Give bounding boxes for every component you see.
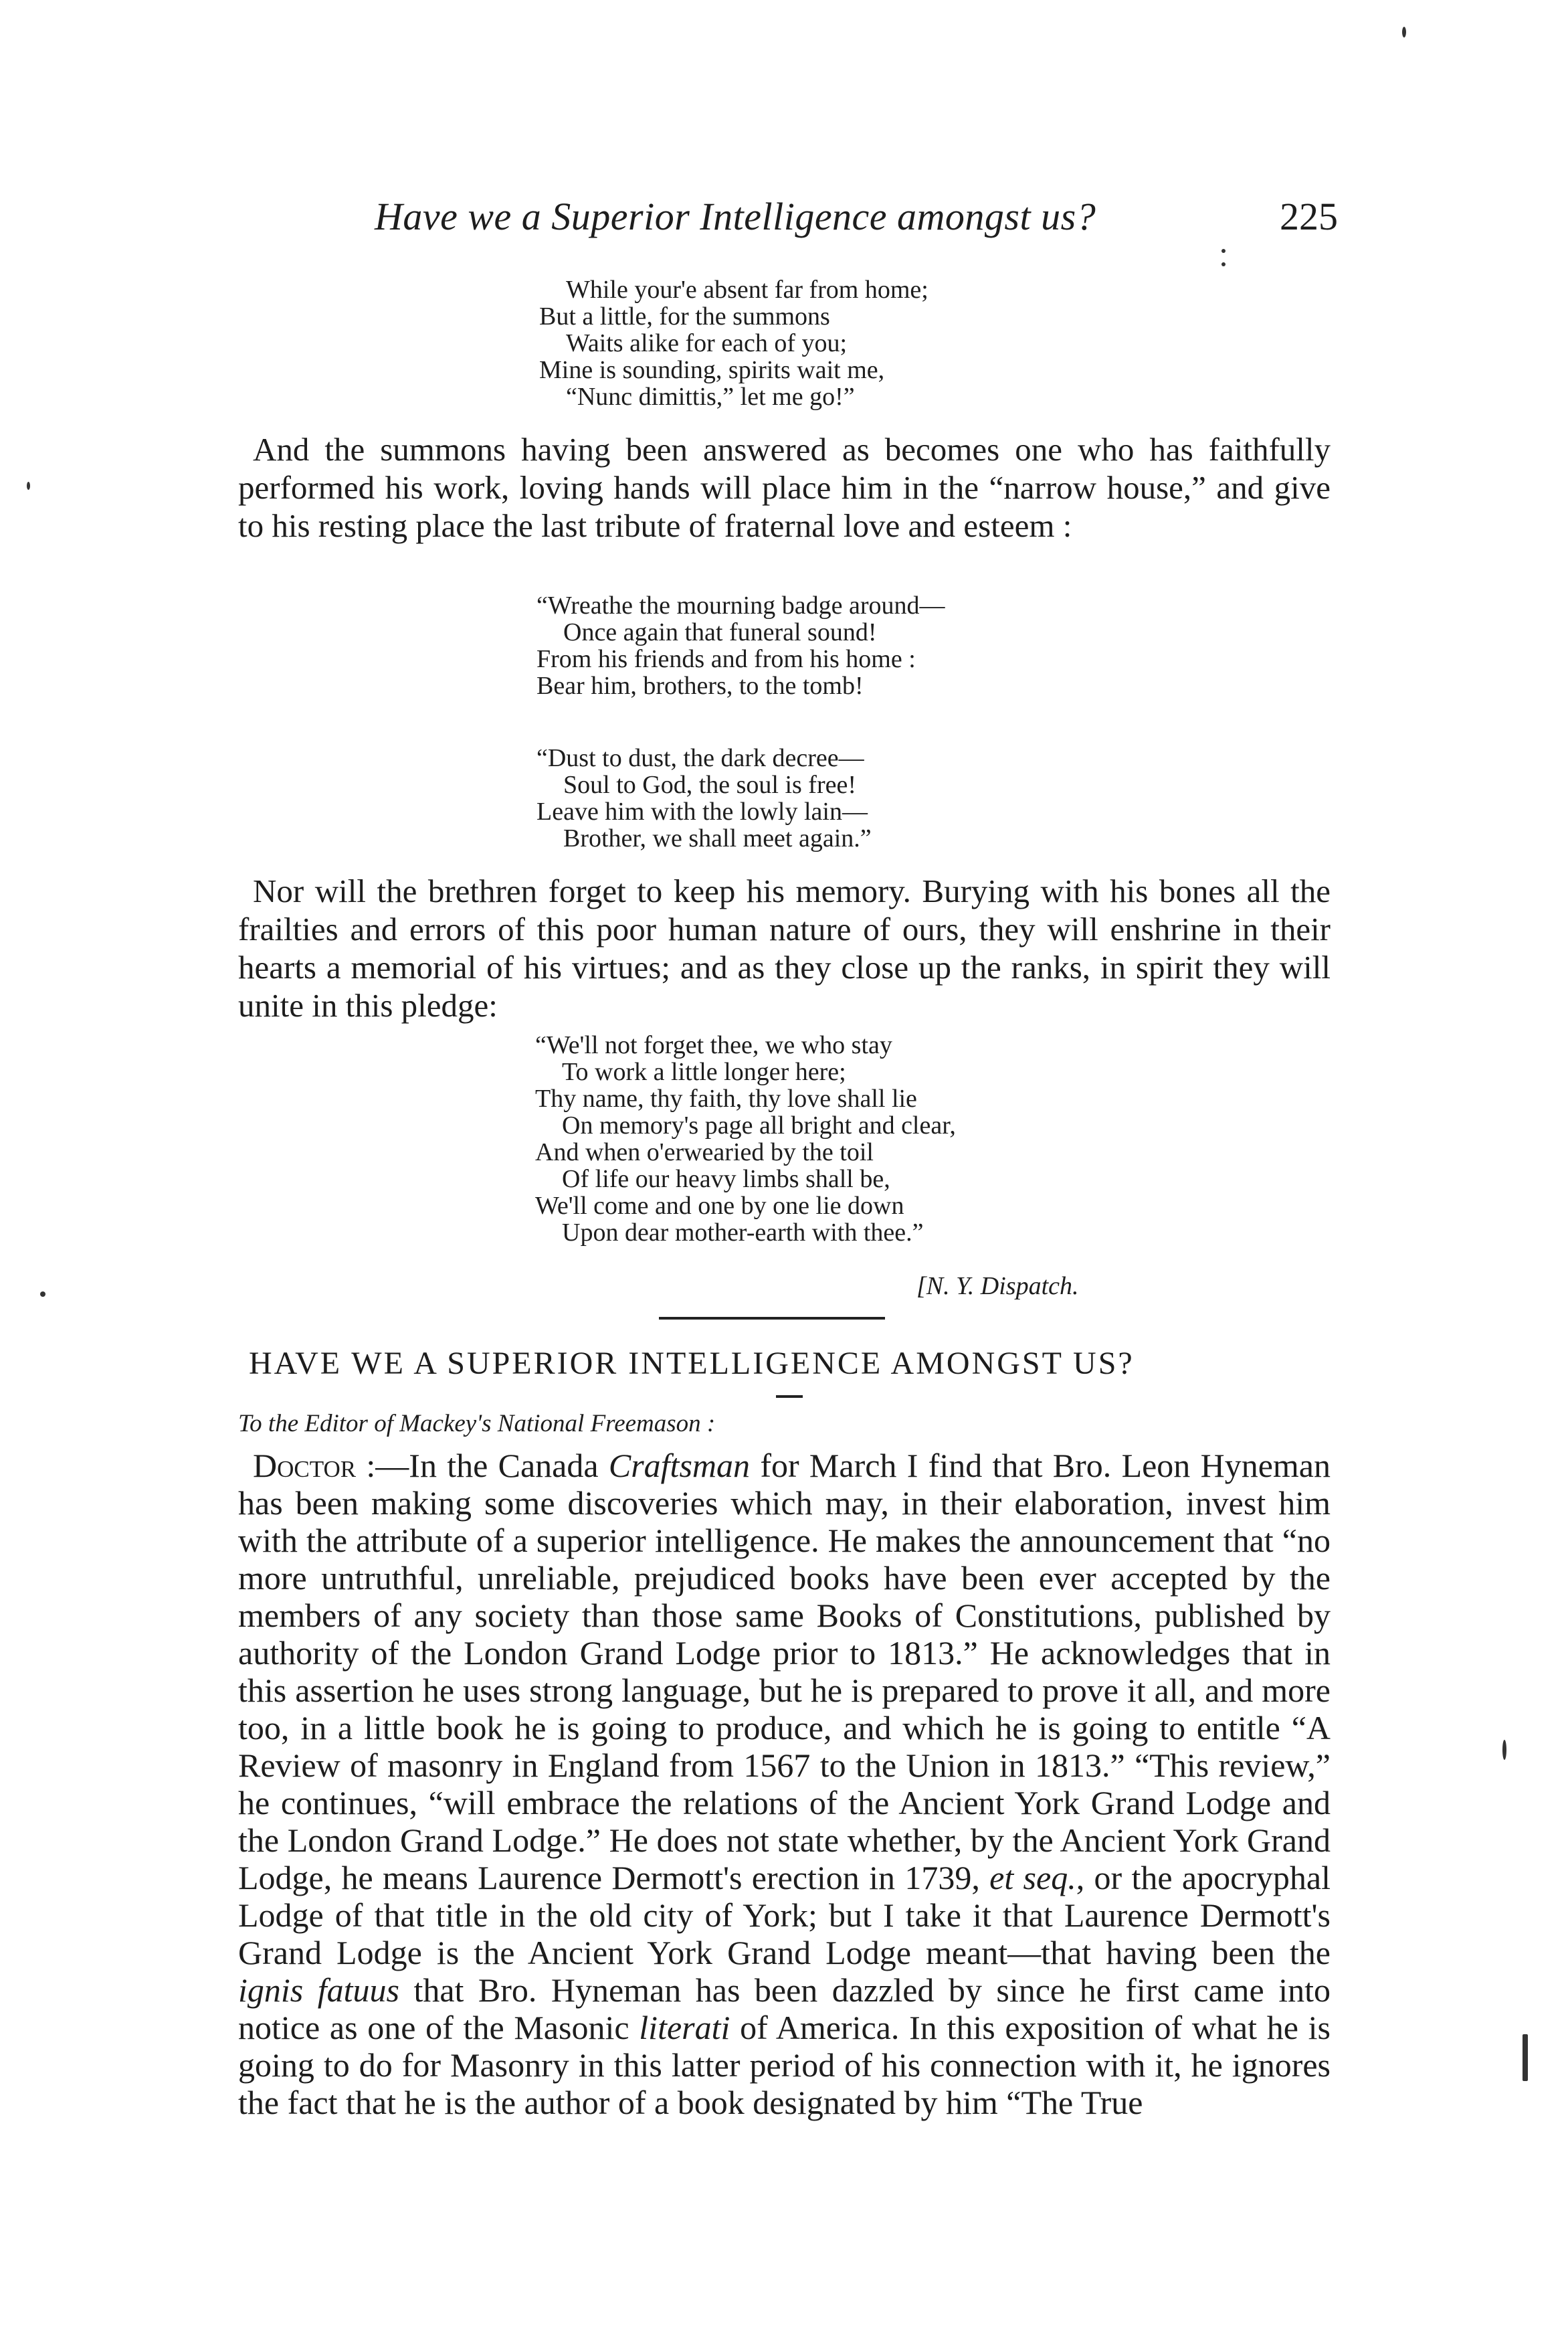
poem-line: Bear him, brothers, to the tomb! — [536, 672, 864, 700]
poem-fragment-1 — [539, 276, 928, 410]
page-number: 225 — [1280, 195, 1338, 238]
poem-line: To work a little longer here; — [562, 1058, 846, 1086]
print-speck — [1221, 249, 1226, 253]
print-speck — [1221, 262, 1226, 266]
print-speck — [40, 1291, 45, 1297]
print-speck — [1402, 27, 1406, 37]
poem-line: Leave him with the lowly lain— — [536, 798, 868, 826]
poem-line: But a little, for the summons — [539, 302, 830, 331]
poem-line: “Dust to dust, the dark decree— — [536, 744, 864, 772]
letter-body — [238, 1447, 1331, 2223]
poem-dust — [536, 745, 872, 852]
poem-wreathe — [536, 592, 945, 699]
running-title: Have we a Superior Intelligence amongst us? — [375, 195, 1096, 238]
letter-text: :—In the Canada — [356, 1447, 609, 1484]
salutation: To the Editor of Mackey's National Freemason : — [238, 1410, 716, 1437]
poem-line: “Wreathe the mourning badge around— — [536, 592, 945, 620]
poem-line: Brother, we shall meet again.” — [563, 824, 872, 852]
print-speck — [1523, 2034, 1528, 2081]
poem-line: From his friends and from his home : — [536, 645, 916, 673]
section-divider — [659, 1317, 885, 1320]
poem-line: We'll come and one by one lie down — [535, 1192, 904, 1220]
poem-attribution: [N. Y. Dispatch. — [916, 1272, 1079, 1300]
poem-line: Soul to God, the soul is free! — [563, 771, 857, 799]
poem-pledge — [535, 1032, 956, 1246]
letter-text: of America. In this exposition of what he is going to do for Masonry in this latter period of his connection with it, he ignores the fact that he is the author of a book designated by him “The True — [238, 2009, 1331, 2121]
section-heading: HAVE WE A SUPERIOR INTELLIGENCE AMONGST US? — [249, 1346, 1135, 1381]
poem-line: Upon dear mother-earth with thee.” — [562, 1219, 924, 1247]
letter-text: , or the apocryphal Lodge of that title in the old city of York; but I take it that Laurence Dermott's Grand Lodge is the Ancient York Grand Lodge meant—that having been the — [238, 1859, 1331, 1971]
latin-phrase: et seq. — [989, 1859, 1076, 1896]
latin-phrase: literati — [639, 2009, 730, 2046]
letter-text: that Bro. Hyneman has been dazzled by since he first came into notice as one of the Masonic — [238, 1971, 1331, 2046]
poem-line: Waits alike for each of you; — [566, 329, 848, 357]
heading-dash — [776, 1395, 803, 1398]
poem-line: Once again that funeral sound! — [563, 618, 877, 646]
poem-line: On memory's page all bright and clear, — [562, 1111, 956, 1140]
latin-phrase: ignis fatuus — [238, 1971, 399, 2009]
poem-line: Mine is sounding, spirits wait me, — [539, 356, 885, 384]
poem-line: “We'll not forget thee, we who stay — [535, 1031, 892, 1059]
letter-text: for March I find that Bro. Leon Hyneman has been making some discoveries which may, in their elaboration, invest him with the attribute of a superior intelligence. He makes the announcement that “no more untruthful, unreliable, prejudiced books have been ever accepted by the members of any society than those same Books of Constitutions, published by authority of the London Grand Lodge prior to 1813.” He acknowledges that in this assertion he uses strong language, but he is prepared to prove it all, and more too, in a little book he is going to produce, and which he is going to entitle “A Review of masonry in England from 1567 to the Union in 1813.” “This review,” he continues, “will embrace the relations of the Ancient York Grand Lodge and the London Grand Lodge.” He does not state whether, by the Ancient York Grand Lodge, he means Laurence Dermott's erection in 1739, — [238, 1447, 1331, 1896]
poem-line: While your'e absent far from home; — [566, 276, 928, 304]
paragraph-memory: Nor will the brethren forget to keep his memory. Burying with his bones all the frailties and errors of this poor human nature of ours, they will enshrine in their hearts a memorial of his virtues; and as they close up the ranks, in spirit they will unite in this pledge: — [238, 873, 1331, 1024]
poem-line: “Nunc dimittis,” let me go!” — [566, 383, 855, 411]
paragraph-burial: And the summons having been answered as becomes one who has faithfully performed his work, loving hands will place him in the “narrow house,” and give to his resting place the last tribute of fraternal love and esteem : — [238, 431, 1331, 544]
journal-name: Craftsman — [608, 1447, 751, 1484]
letter-opening: Doctor — [253, 1447, 357, 1484]
poem-line: And when o'erwearied by the toil — [535, 1138, 874, 1166]
print-speck — [1502, 1740, 1506, 1760]
poem-line: Thy name, thy faith, thy love shall lie — [535, 1085, 917, 1113]
print-speck — [27, 482, 30, 490]
poem-line: Of life our heavy limbs shall be, — [562, 1165, 890, 1193]
running-header — [375, 194, 1338, 248]
